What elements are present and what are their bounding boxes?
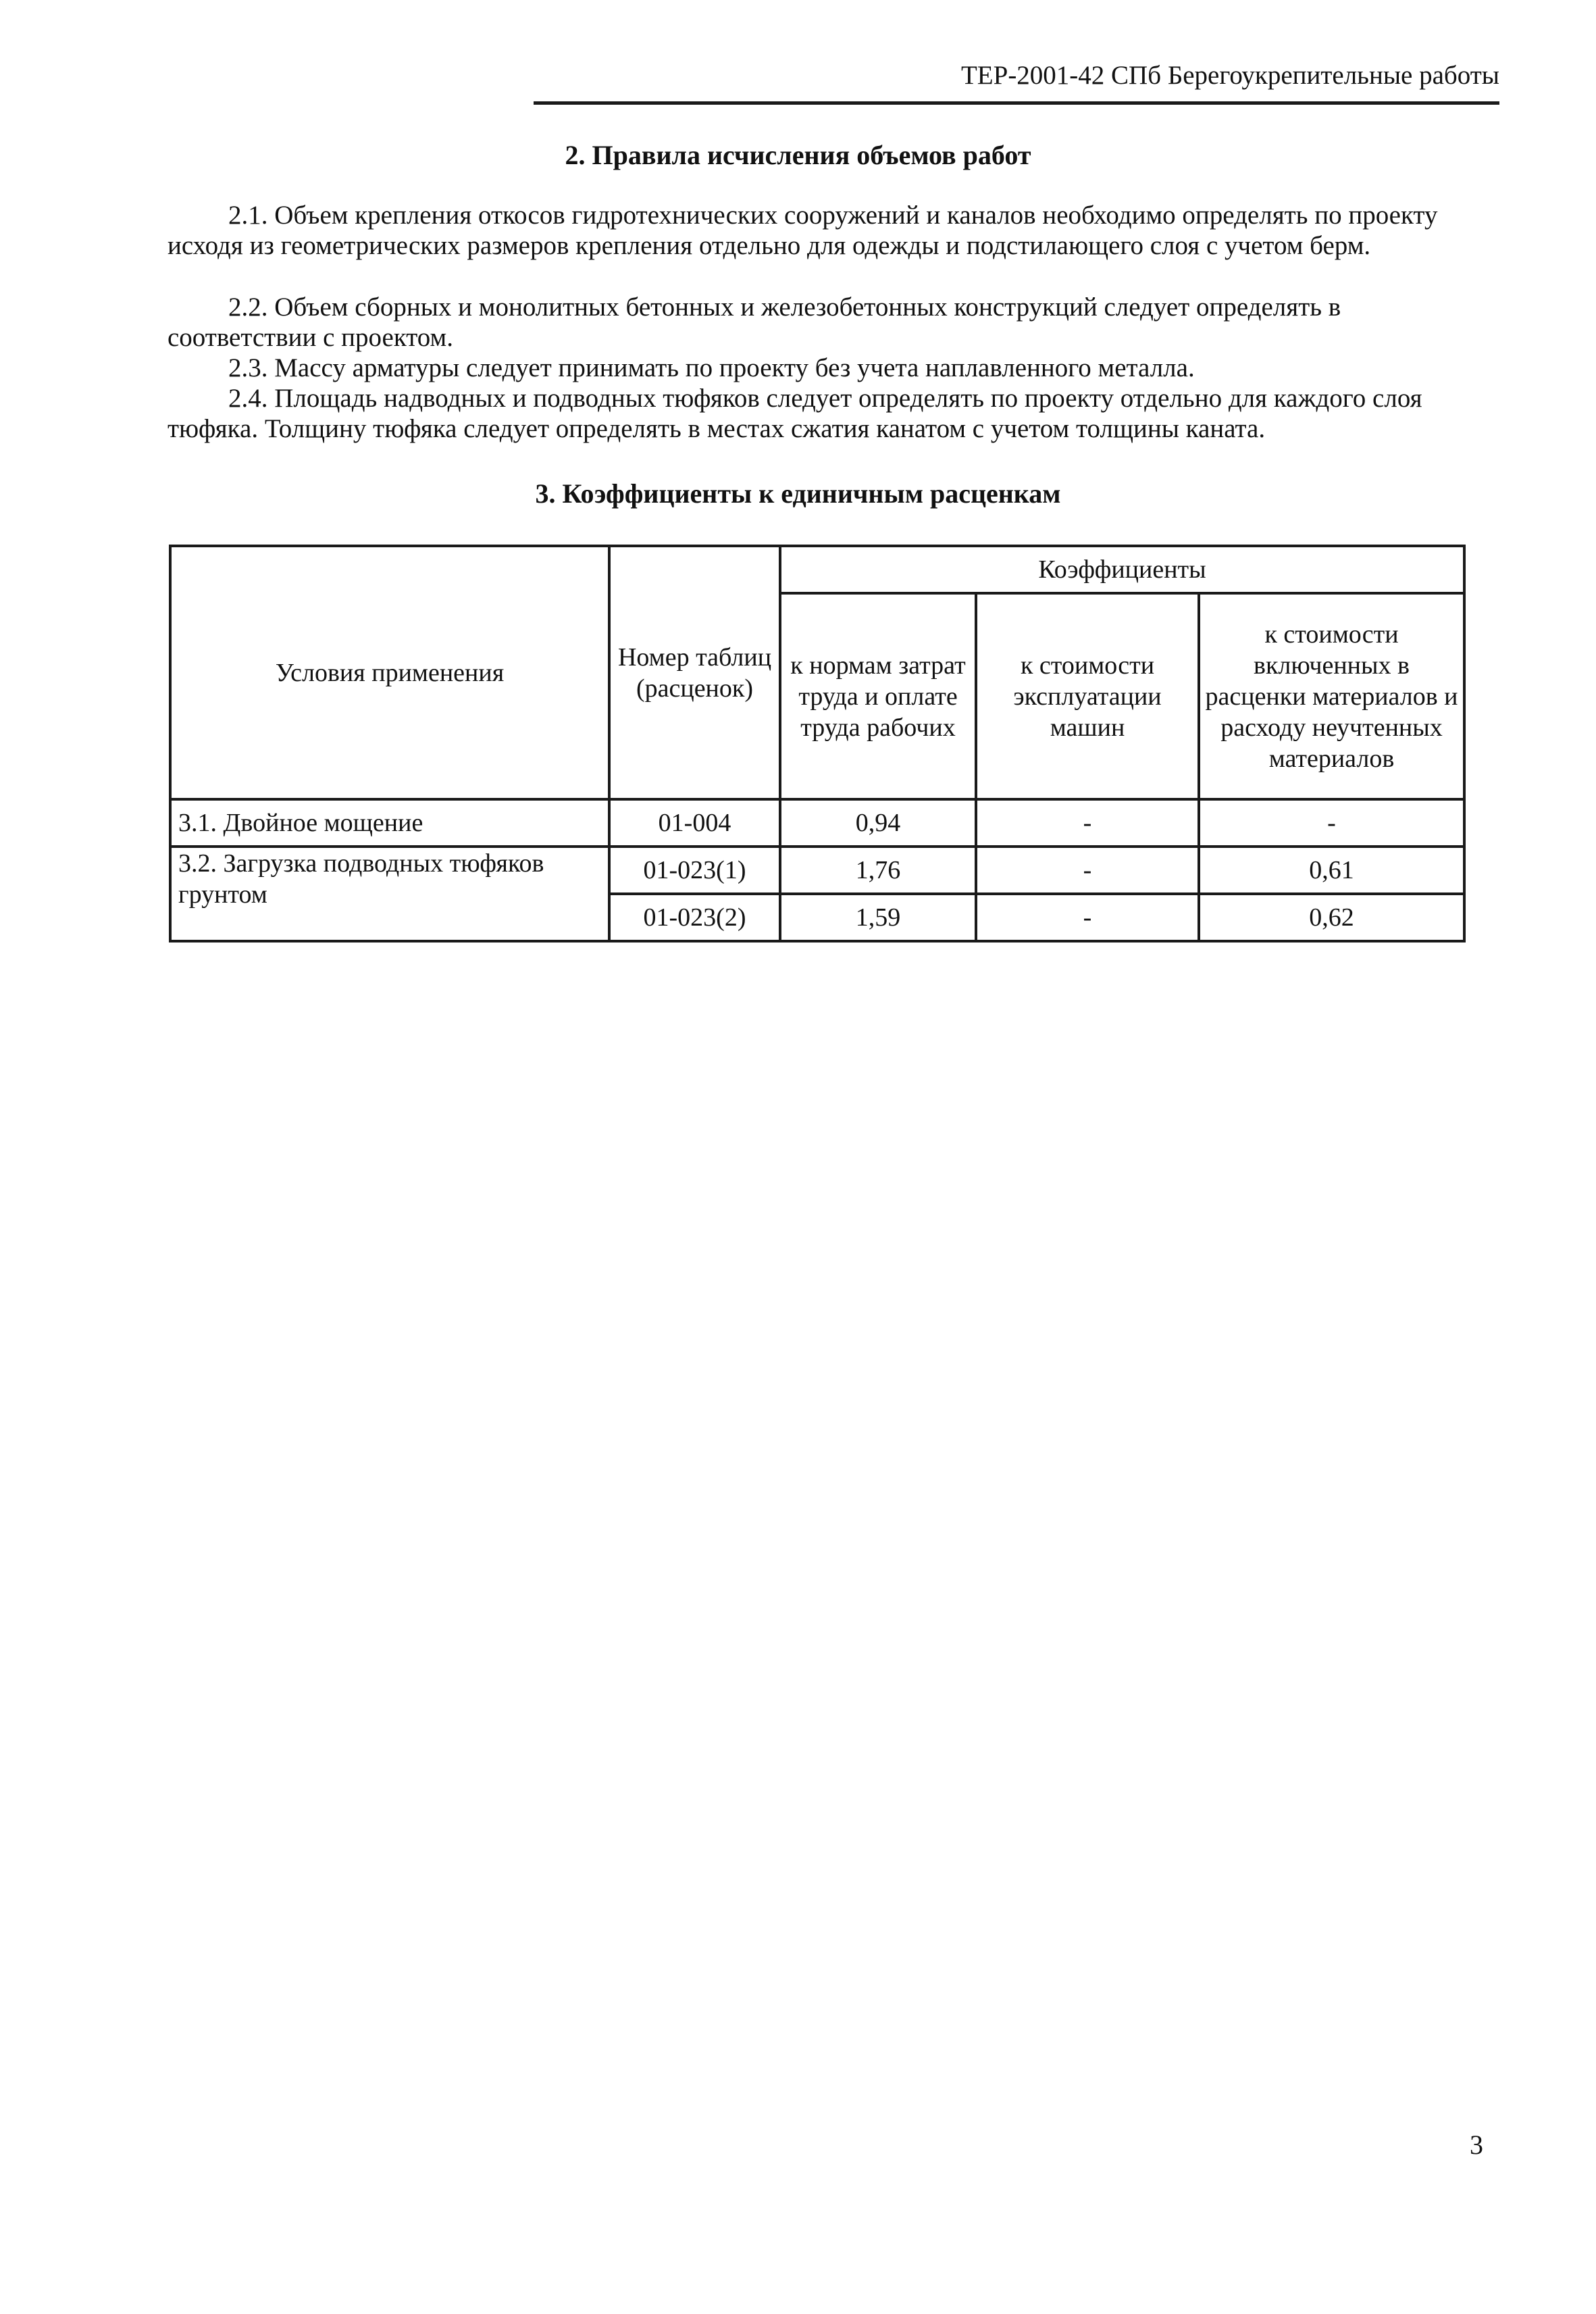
header-coefficients: Коэффициенты	[780, 546, 1464, 593]
cell-machines: -	[976, 847, 1199, 894]
cell-condition: 3.1. Двойное мощение	[170, 799, 609, 847]
header-table-no: Номер таблиц (расценок)	[609, 546, 780, 799]
table-row	[170, 847, 1464, 894]
cell-table-no: 01-023(2)	[609, 894, 780, 941]
section-2-title: 2. Правила исчисления объемов работ	[565, 140, 1031, 170]
paragraph-2-1: 2.1. Объем крепления откосов гидротехнических сооружений и каналов необходимо определять по проекту исходя из геометрических размеров крепления отдельно для одежды и подстилающего слоя с учетом берм.	[168, 201, 1438, 260]
paragraph-2-3: 2.3. Массу арматуры следует принимать по проекту без учета наплавленного металла.	[228, 353, 1195, 382]
header-conditions: Условия применения	[170, 546, 609, 799]
cell-labor: 1,76	[780, 847, 976, 894]
cell-table-no: 01-023(1)	[609, 847, 780, 894]
table-row	[170, 799, 1464, 847]
cell-materials: 0,62	[1199, 894, 1464, 941]
header-machines: к стоимости эксплуатации машин	[976, 593, 1199, 799]
cell-machines: -	[976, 894, 1199, 941]
table-header-row	[170, 546, 1464, 593]
paragraph-2-2: 2.2. Объем сборных и монолитных бетонных и железобетонных конструкций следует определять в соответствии с проектом.	[168, 293, 1341, 352]
cell-labor: 1,59	[780, 894, 976, 941]
coefficients-table	[169, 545, 1466, 942]
cell-materials: 0,61	[1199, 847, 1464, 894]
header-materials: к стоимости включенных в расценки материалов и расходу неучтенных материалов	[1199, 593, 1464, 799]
cell-labor: 0,94	[780, 799, 976, 847]
section-3-title: 3. Коэффициенты к единичным расценкам	[535, 478, 1061, 509]
cell-materials: -	[1199, 799, 1464, 847]
cell-machines: -	[976, 799, 1199, 847]
cell-condition: 3.2. Загрузка подводных тюфяков грунтом	[170, 847, 609, 941]
running-header: ТЕР-2001-42 СПб Берегоукрепительные работы	[534, 58, 1499, 105]
cell-table-no: 01-004	[609, 799, 780, 847]
header-labor: к нормам затрат труда и оплате труда рабочих	[780, 593, 976, 799]
page-number: 3	[1470, 2130, 1483, 2160]
paragraph-2-4: 2.4. Площадь надводных и подводных тюфяков следует определять по проекту отдельно для каждого слоя тюфяка. Толщину тюфяка следует определять в местах сжатия канатом с учетом толщины каната.	[168, 384, 1422, 443]
